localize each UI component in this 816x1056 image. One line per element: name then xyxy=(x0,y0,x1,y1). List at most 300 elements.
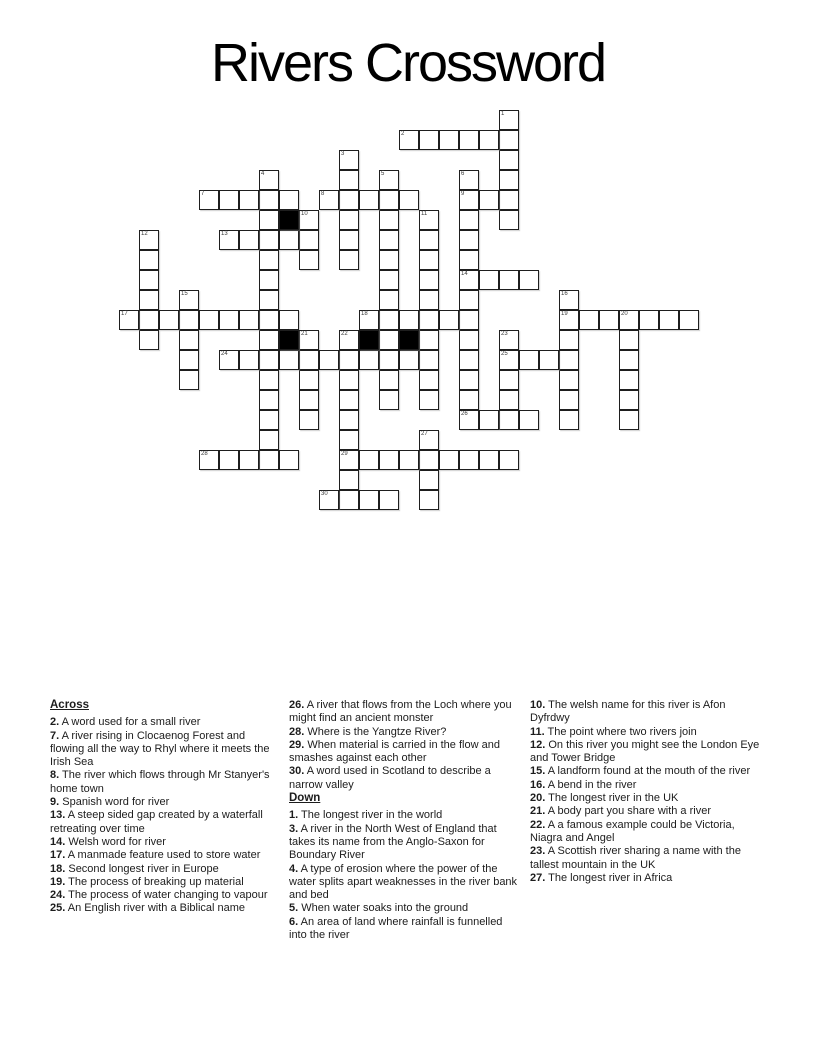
grid-cell xyxy=(119,310,139,330)
grid-cell xyxy=(259,230,279,250)
grid-cell xyxy=(279,350,299,370)
cell-number: 21 xyxy=(301,331,308,337)
clue xyxy=(289,765,521,792)
clue xyxy=(289,739,521,766)
grid-cell xyxy=(339,430,359,450)
cell-number: 13 xyxy=(221,231,228,237)
clue-number: 20. xyxy=(530,792,546,805)
grid-cell xyxy=(179,330,199,350)
cell-number: 19 xyxy=(561,311,568,317)
grid-cell xyxy=(419,210,439,230)
clue-text: A type of erosion where the power of the water splits apart weaknesses in the river bank and bed xyxy=(289,862,518,902)
clue-number: 28. xyxy=(289,725,305,738)
grid-cell xyxy=(379,330,399,350)
grid-cell xyxy=(219,190,239,210)
clue-text: Second longest river in Europe xyxy=(65,862,219,875)
clue-text: A word used in Scotland to describe a narrow valley xyxy=(289,765,491,791)
clue-text: The welsh name for this river is Afon Dyfrdwy xyxy=(530,699,726,725)
grid-cell xyxy=(559,410,579,430)
grid-cell xyxy=(619,370,639,390)
clue-number: 17. xyxy=(50,849,66,862)
black-cell xyxy=(279,330,299,350)
grid-cell xyxy=(519,350,539,370)
grid-cell xyxy=(379,290,399,310)
clue-number: 10. xyxy=(530,699,546,711)
clue-text: A a famous example could be Victoria, Niagra and Angel xyxy=(530,818,735,844)
clue xyxy=(530,739,762,766)
clue xyxy=(530,845,762,872)
black-cell xyxy=(359,330,379,350)
clue xyxy=(50,902,282,915)
grid-cell xyxy=(339,390,359,410)
clue-text: The process of breaking up material xyxy=(65,875,244,888)
clue-number: 19. xyxy=(50,875,66,888)
clue-text: A river in the North West of England that takes its name from the Anglo-Saxon for Boundary River xyxy=(289,822,497,862)
cell-number: 22 xyxy=(341,331,348,337)
grid-cell xyxy=(379,450,399,470)
grid-cell xyxy=(559,350,579,370)
cell-number: 14 xyxy=(461,271,468,277)
grid-cell xyxy=(359,310,379,330)
grid-cell xyxy=(419,350,439,370)
grid-cell xyxy=(679,310,699,330)
grid-cell xyxy=(319,190,339,210)
grid-cell xyxy=(159,310,179,330)
puzzle-title: Rivers Crossword xyxy=(210,33,606,93)
cell-number: 10 xyxy=(301,211,308,217)
clue-text: The longest river in the world xyxy=(298,809,443,822)
grid-cell xyxy=(459,210,479,230)
grid-cell xyxy=(339,330,359,350)
down-header: Down xyxy=(289,792,321,805)
grid-cell xyxy=(439,450,459,470)
grid-cell xyxy=(259,310,279,330)
grid-cell xyxy=(499,130,519,150)
grid-cell xyxy=(379,310,399,330)
grid-cell xyxy=(559,390,579,410)
clue-text: The river which flows through Mr Stanyer's home town xyxy=(50,769,270,795)
cell-number: 23 xyxy=(501,331,508,337)
clue-column-2 xyxy=(289,699,521,942)
grid-cell xyxy=(359,450,379,470)
grid-cell xyxy=(359,490,379,510)
grid-cell xyxy=(499,270,519,290)
grid-cell xyxy=(279,450,299,470)
clue-text: On this river you might see the London Eye and Tower Bridge xyxy=(530,738,760,765)
clue xyxy=(50,863,282,876)
grid-cell xyxy=(139,270,159,290)
clue xyxy=(50,876,282,889)
grid-cell xyxy=(459,310,479,330)
grid-cell xyxy=(419,370,439,390)
grid-cell xyxy=(419,450,439,470)
grid-cell xyxy=(419,310,439,330)
clue-number: 13. xyxy=(50,809,66,822)
grid-cell xyxy=(179,350,199,370)
clue-text: A Scottish river sharing a name with the tallest mountain in the UK xyxy=(530,845,741,871)
grid-cell xyxy=(399,450,419,470)
grid-cell xyxy=(299,210,319,230)
clue-number: 29. xyxy=(289,738,305,751)
grid-cell xyxy=(619,310,639,330)
grid-cell xyxy=(219,450,239,470)
grid-cell xyxy=(419,390,439,410)
grid-cell xyxy=(459,250,479,270)
grid-cell xyxy=(539,350,559,370)
grid-cell xyxy=(219,310,239,330)
grid-cell xyxy=(139,230,159,250)
grid-cell xyxy=(299,370,319,390)
grid-cell xyxy=(259,430,279,450)
grid-cell xyxy=(399,190,419,210)
clue-number: 3. xyxy=(289,822,299,835)
clue-text: The longest river in Africa xyxy=(545,871,673,884)
clue-number: 18. xyxy=(50,862,66,875)
grid-cell xyxy=(259,210,279,230)
grid-cell xyxy=(479,270,499,290)
grid-cell xyxy=(619,390,639,410)
clue-text: When material is carried in the flow and smashes against each other xyxy=(289,738,500,765)
grid-cell xyxy=(579,310,599,330)
clue-number: 5. xyxy=(289,902,299,915)
clue xyxy=(289,902,521,915)
clue-number: 6. xyxy=(289,915,299,928)
grid-cell xyxy=(299,230,319,250)
grid-cell xyxy=(419,250,439,270)
clue xyxy=(50,796,282,809)
clue-text: Spanish word for river xyxy=(59,796,170,809)
clue xyxy=(289,699,521,726)
grid-cell xyxy=(299,330,319,350)
cell-number: 30 xyxy=(321,491,328,497)
grid-cell xyxy=(399,350,419,370)
grid-cell xyxy=(199,450,219,470)
clue-number: 23. xyxy=(530,845,546,858)
grid-cell xyxy=(259,270,279,290)
grid-cell xyxy=(499,330,519,350)
grid-cell xyxy=(419,130,439,150)
grid-cell xyxy=(339,410,359,430)
cell-number: 8 xyxy=(321,191,325,197)
grid-cell xyxy=(619,330,639,350)
cell-number: 5 xyxy=(381,171,385,177)
grid-cell xyxy=(339,250,359,270)
grid-cell xyxy=(499,110,519,130)
grid-cell xyxy=(139,310,159,330)
grid-cell xyxy=(499,210,519,230)
grid-cell xyxy=(459,190,479,210)
clue-number: 14. xyxy=(50,835,66,848)
across-header: Across xyxy=(50,699,89,711)
cell-number: 17 xyxy=(121,311,128,317)
clue-number: 24. xyxy=(50,889,66,902)
grid-cell xyxy=(399,310,419,330)
grid-cell xyxy=(259,170,279,190)
grid-cell xyxy=(279,310,299,330)
cell-number: 26 xyxy=(461,411,468,417)
grid-cell xyxy=(379,210,399,230)
grid-cell xyxy=(139,290,159,310)
grid-cell xyxy=(379,170,399,190)
clue-text: A body part you share with a river xyxy=(545,805,711,818)
clue xyxy=(530,805,762,818)
clue xyxy=(50,889,282,902)
grid-cell xyxy=(339,170,359,190)
grid-cell xyxy=(459,130,479,150)
grid-cell xyxy=(499,150,519,170)
clue-number: 9. xyxy=(50,796,60,809)
grid-cell xyxy=(619,350,639,370)
grid-cell xyxy=(619,410,639,430)
clue-number: 30. xyxy=(289,765,305,778)
clue xyxy=(289,863,521,903)
grid-cell xyxy=(259,250,279,270)
grid-cell xyxy=(519,270,539,290)
cell-number: 11 xyxy=(421,211,428,217)
clue-text: The longest river in the UK xyxy=(545,792,679,805)
grid-cell xyxy=(239,450,259,470)
cell-number: 18 xyxy=(361,311,368,317)
grid-cell xyxy=(439,130,459,150)
grid-cell xyxy=(459,370,479,390)
grid-cell xyxy=(559,310,579,330)
grid-cell xyxy=(239,350,259,370)
clue-text: Welsh word for river xyxy=(65,835,166,848)
grid-cell xyxy=(379,390,399,410)
grid-cell xyxy=(359,350,379,370)
grid-cell xyxy=(419,470,439,490)
grid-cell xyxy=(339,150,359,170)
clue-number: 27. xyxy=(530,871,546,884)
clue-number: 21. xyxy=(530,805,546,818)
grid-cell xyxy=(319,350,339,370)
clue-text: A word used for a small river xyxy=(59,716,201,729)
grid-cell xyxy=(259,350,279,370)
grid-cell xyxy=(359,190,379,210)
clue xyxy=(50,730,282,770)
grid-cell xyxy=(479,130,499,150)
grid-cell xyxy=(339,490,359,510)
cell-number: 6 xyxy=(461,171,465,177)
grid-cell xyxy=(459,450,479,470)
grid-cell xyxy=(499,350,519,370)
grid-cell xyxy=(499,370,519,390)
grid-cell xyxy=(379,370,399,390)
clue-column-3 xyxy=(530,699,762,885)
grid-cell xyxy=(179,370,199,390)
clue-number: 22. xyxy=(530,818,546,831)
clue xyxy=(289,726,521,739)
clue xyxy=(530,792,762,805)
grid-cell xyxy=(459,330,479,350)
grid-cell xyxy=(339,190,359,210)
grid-cell xyxy=(299,350,319,370)
clue-number: 12. xyxy=(530,738,546,751)
grid-cell xyxy=(559,290,579,310)
grid-cell xyxy=(479,450,499,470)
grid-cell xyxy=(259,410,279,430)
grid-cell xyxy=(499,390,519,410)
cell-number: 12 xyxy=(141,231,148,237)
grid-cell xyxy=(279,230,299,250)
grid-cell xyxy=(259,450,279,470)
clue-number: 4. xyxy=(289,862,299,875)
cell-number: 4 xyxy=(261,171,265,177)
clue-number: 16. xyxy=(530,778,546,791)
grid-cell xyxy=(239,190,259,210)
clue-text: The process of water changing to vapour xyxy=(65,889,268,902)
grid-cell xyxy=(179,290,199,310)
cell-number: 9 xyxy=(461,191,465,197)
grid-cell xyxy=(279,190,299,210)
grid-cell xyxy=(199,190,219,210)
clue-number: 2. xyxy=(50,716,60,729)
grid-cell xyxy=(239,230,259,250)
grid-cell xyxy=(339,230,359,250)
grid-cell xyxy=(459,290,479,310)
grid-cell xyxy=(379,350,399,370)
grid-cell xyxy=(459,170,479,190)
grid-cell xyxy=(259,290,279,310)
grid-cell xyxy=(399,130,419,150)
grid-cell xyxy=(239,310,259,330)
cell-number: 29 xyxy=(341,451,348,457)
grid-cell xyxy=(419,270,439,290)
cell-number: 24 xyxy=(221,351,228,357)
cell-number: 3 xyxy=(341,151,345,157)
grid-cell xyxy=(639,310,659,330)
grid-cell xyxy=(499,170,519,190)
cell-number: 1 xyxy=(501,111,505,117)
cell-number: 27 xyxy=(421,431,428,437)
grid-cell xyxy=(459,410,479,430)
grid-cell xyxy=(259,330,279,350)
grid-cell xyxy=(299,410,319,430)
cell-number: 15 xyxy=(181,291,188,297)
grid-cell xyxy=(419,230,439,250)
grid-cell xyxy=(439,310,459,330)
grid-cell xyxy=(219,350,239,370)
clue-text: The point where two rivers join xyxy=(544,725,697,738)
grid-cell xyxy=(379,250,399,270)
clue-text: A steep sided gap created by a waterfall retreating over time xyxy=(50,809,263,835)
grid-cell xyxy=(499,190,519,210)
clue-text: Where is the Yangtze River? xyxy=(304,725,447,738)
grid-cell xyxy=(419,290,439,310)
clue-text: A river rising in Clocaenog Forest and flowing all the way to Rhyl where it meets the Irish Sea xyxy=(50,729,270,769)
grid-cell xyxy=(379,230,399,250)
grid-cell xyxy=(259,190,279,210)
clue-column-1 xyxy=(50,699,282,916)
clue xyxy=(530,872,762,885)
clue-text: An English river with a Biblical name xyxy=(65,902,246,915)
grid-cell xyxy=(559,370,579,390)
grid-cell xyxy=(259,370,279,390)
cell-number: 16 xyxy=(561,291,568,297)
grid-cell xyxy=(519,410,539,430)
clue xyxy=(50,716,282,729)
clue xyxy=(530,779,762,792)
grid-cell xyxy=(459,350,479,370)
grid-cell xyxy=(379,490,399,510)
clue-text: A manmade feature used to store water xyxy=(65,849,261,862)
clue xyxy=(50,849,282,862)
grid-cell xyxy=(499,410,519,430)
clue-text: When water soaks into the ground xyxy=(298,902,469,915)
grid-cell xyxy=(499,450,519,470)
grid-cell xyxy=(339,450,359,470)
grid-cell xyxy=(299,250,319,270)
clue-number: 7. xyxy=(50,729,60,742)
clue xyxy=(289,823,521,863)
grid-cell xyxy=(319,490,339,510)
cell-number: 2 xyxy=(401,131,405,137)
clue-number: 11. xyxy=(530,725,545,738)
cell-number: 28 xyxy=(201,451,208,457)
crossword-grid xyxy=(119,110,699,510)
clue-number: 8. xyxy=(50,769,60,782)
grid-cell xyxy=(339,370,359,390)
cell-number: 20 xyxy=(621,311,628,317)
cell-number: 7 xyxy=(201,191,205,197)
grid-cell xyxy=(199,310,219,330)
clue-number: 1. xyxy=(289,809,299,822)
black-cell xyxy=(399,330,419,350)
clue-number: 25. xyxy=(50,902,66,915)
grid-cell xyxy=(219,230,239,250)
grid-cell xyxy=(459,390,479,410)
grid-cell xyxy=(339,350,359,370)
clue xyxy=(530,819,762,846)
clue xyxy=(50,769,282,796)
grid-cell xyxy=(379,190,399,210)
grid-cell xyxy=(339,210,359,230)
clue-number: 26. xyxy=(289,699,305,711)
clue xyxy=(289,916,521,943)
clue xyxy=(289,809,521,822)
grid-cell xyxy=(599,310,619,330)
grid-cell xyxy=(659,310,679,330)
black-cell xyxy=(279,210,299,230)
grid-cell xyxy=(139,250,159,270)
grid-cell xyxy=(139,330,159,350)
clue xyxy=(50,836,282,849)
clue-text: A bend in the river xyxy=(545,778,637,791)
clue-text: A landform found at the mouth of the river xyxy=(545,765,751,778)
grid-cell xyxy=(459,230,479,250)
clue-number: 15. xyxy=(530,765,546,778)
clue xyxy=(530,699,762,726)
grid-cell xyxy=(459,270,479,290)
grid-cell xyxy=(339,470,359,490)
grid-cell xyxy=(479,410,499,430)
grid-cell xyxy=(559,330,579,350)
grid-cell xyxy=(419,490,439,510)
clue xyxy=(530,765,762,778)
grid-cell xyxy=(299,390,319,410)
cell-number: 25 xyxy=(501,351,508,357)
clue-text: An area of land where rainfall is funnelled into the river xyxy=(289,915,503,942)
grid-cell xyxy=(379,270,399,290)
grid-cell xyxy=(419,330,439,350)
grid-cell xyxy=(259,390,279,410)
clue xyxy=(50,809,282,836)
grid-cell xyxy=(479,190,499,210)
clue-text: A river that flows from the Loch where you might find an ancient monster xyxy=(289,699,512,725)
grid-cell xyxy=(419,430,439,450)
clue xyxy=(530,726,762,739)
grid-cell xyxy=(179,310,199,330)
